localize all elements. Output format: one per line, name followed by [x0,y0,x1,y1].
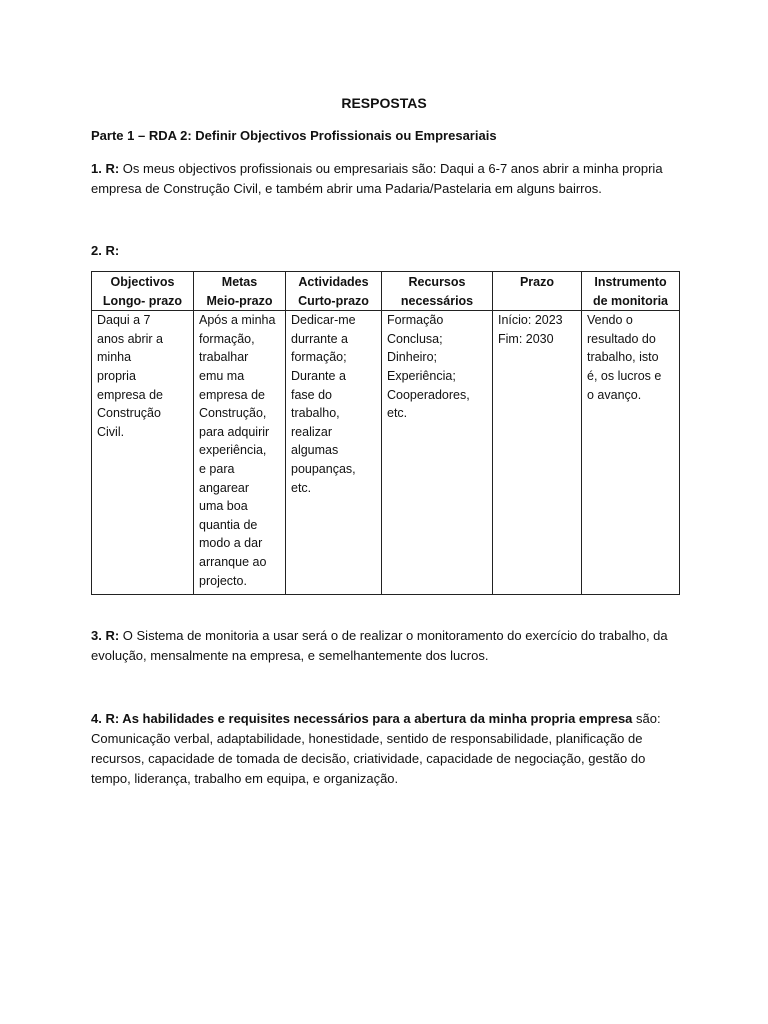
cell-resources: Formação Conclusa; Dinheiro; Experiência; Cooperadores, etc. [382,311,493,595]
answer-1-label: 1. R: [91,161,120,176]
table-row [92,311,680,595]
header-activities: Actividades Curto-prazo [286,272,382,311]
cell-goals: Após a minha formação, trabalhar emu ma empresa de Construção, para adquirir experiência, e para angarear uma boa quantia de modo a dar arranque ao projecto. [194,311,286,595]
answer-4-bold-text: As habilidades e requisites necessários para a abertura da minha propria empresa [119,711,633,726]
answer-3-text: O Sistema de monitoria a usar será o de realizar o monitoramento do exercício do trabalho, da evolução, mensalmente na empresa, e semelhantemente dos lucros. [91,628,668,663]
objectives-table [91,271,680,595]
section-subtitle: Parte 1 – RDA 2: Definir Objectivos Profissionais ou Empresariais [91,128,497,143]
cell-deadline: Início: 2023 Fim: 2030 [493,311,582,595]
header-deadline: Prazo [493,272,582,311]
answer-3 [91,626,687,666]
answer-1 [91,159,687,199]
header-goals: Metas Meio-prazo [194,272,286,311]
answer-2-label: 2. R: [91,243,120,258]
cell-monitoring: Vendo o resultado do trabalho, isto é, os lucros e o avanço. [582,311,680,595]
answer-4-label: 4. R: [91,711,120,726]
page-title: RESPOSTAS [341,95,427,111]
cell-activities: Dedicar-me durrante a formação; Durante a fase do trabalho, realizar algumas poupanças, etc. [286,311,382,595]
header-monitoring: Instrumento de monitoria [582,272,680,311]
header-resources: Recursos necessários [382,272,493,311]
answer-3-label: 3. R: [91,628,120,643]
header-objectives: Objectivos Longo- prazo [92,272,194,311]
answer-2 [91,241,687,261]
answer-1-text: Os meus objectivos profissionais ou empresariais são: Daqui a 6-7 anos abrir a minha propria empresa de Construção Civil, e também abrir uma Padaria/Pastelaria em alguns bairros. [91,161,663,196]
answer-4 [91,709,687,789]
table-header-row [92,272,680,311]
answer-4-text: são: Comunicação verbal, adaptabilidade, honestidade, sentido de responsabilidade, planificação de recursos, capacidade de tomada de decisão, criatividade, capacidade de negociação, gestão do tempo, liderança, trabalho em equipa, e organização. [91,711,661,786]
cell-objectives: Daqui a 7 anos abrir a minha propria empresa de Construção Civil. [92,311,194,595]
